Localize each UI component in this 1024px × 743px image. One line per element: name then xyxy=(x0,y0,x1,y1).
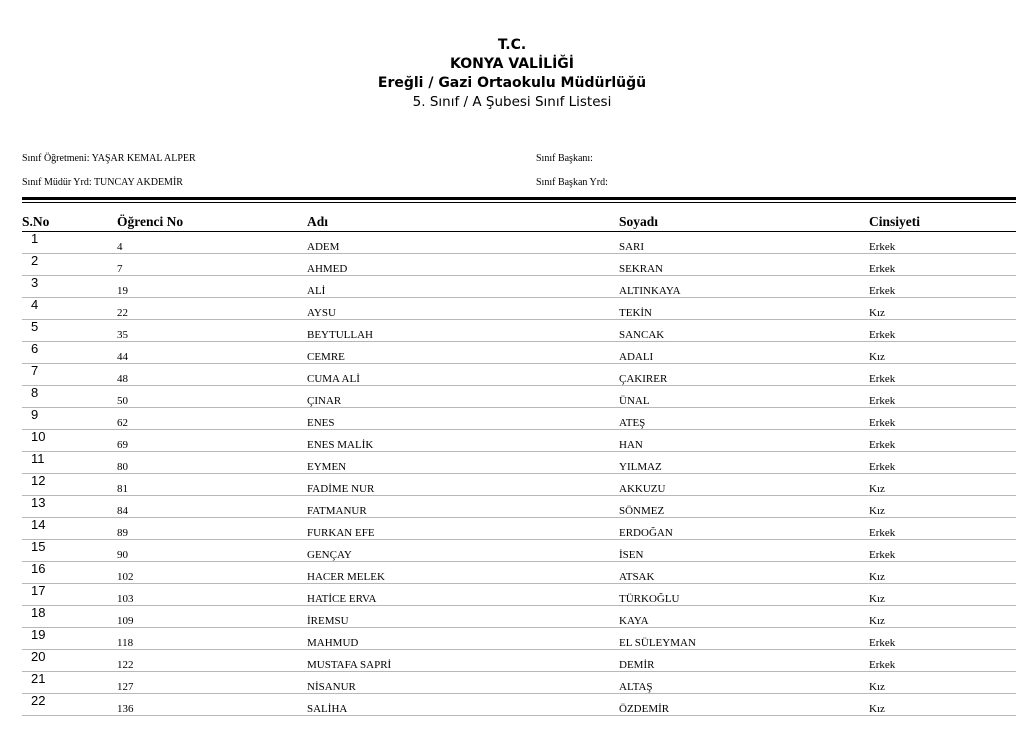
cell-student-no: 35 xyxy=(117,320,307,342)
cell-last-name: ÇAKIRER xyxy=(619,364,869,386)
cell-last-name: KAYA xyxy=(619,606,869,628)
cell-gender: Erkek xyxy=(869,430,1016,452)
cell-sno: 20 xyxy=(22,650,117,672)
document-header xyxy=(0,36,1024,112)
cell-gender: Erkek xyxy=(869,320,1016,342)
vice-principal: Sınıf Müdür Yrd: TUNCAY AKDEMİR xyxy=(22,177,183,188)
cell-student-no: 69 xyxy=(117,430,307,452)
cell-first-name: GENÇAY xyxy=(307,540,619,562)
cell-last-name: SANCAK xyxy=(619,320,869,342)
cell-student-no: 80 xyxy=(117,452,307,474)
cell-student-no: 22 xyxy=(117,298,307,320)
cell-first-name: EYMEN xyxy=(307,452,619,474)
cell-sno: 5 xyxy=(22,320,117,342)
cell-sno: 9 xyxy=(22,408,117,430)
cell-last-name: DEMİR xyxy=(619,650,869,672)
cell-sno: 2 xyxy=(22,254,117,276)
cell-sno: 12 xyxy=(22,474,117,496)
cell-first-name: FADİME NUR xyxy=(307,474,619,496)
cell-sno: 4 xyxy=(22,298,117,320)
column-header-sno: S.No xyxy=(22,212,117,232)
cell-gender: Erkek xyxy=(869,452,1016,474)
cell-sno: 10 xyxy=(22,430,117,452)
cell-first-name: AHMED xyxy=(307,254,619,276)
cell-student-no: 50 xyxy=(117,386,307,408)
cell-gender: Kız xyxy=(869,672,1016,694)
table-row xyxy=(22,496,1016,518)
table-row xyxy=(22,320,1016,342)
cell-student-no: 48 xyxy=(117,364,307,386)
cell-last-name: YILMAZ xyxy=(619,452,869,474)
cell-gender: Kız xyxy=(869,496,1016,518)
cell-last-name: İSEN xyxy=(619,540,869,562)
cell-sno: 1 xyxy=(22,232,117,254)
cell-sno: 17 xyxy=(22,584,117,606)
cell-sno: 15 xyxy=(22,540,117,562)
cell-last-name: ADALI xyxy=(619,342,869,364)
cell-sno: 19 xyxy=(22,628,117,650)
cell-gender: Erkek xyxy=(869,232,1016,254)
cell-sno: 18 xyxy=(22,606,117,628)
cell-student-no: 127 xyxy=(117,672,307,694)
cell-student-no: 81 xyxy=(117,474,307,496)
cell-first-name: AYSU xyxy=(307,298,619,320)
cell-sno: 21 xyxy=(22,672,117,694)
column-header-first-name: Adı xyxy=(307,212,619,232)
cell-last-name: ERDOĞAN xyxy=(619,518,869,540)
cell-last-name: HAN xyxy=(619,430,869,452)
table-row xyxy=(22,540,1016,562)
cell-first-name: CEMRE xyxy=(307,342,619,364)
header-divider-thick xyxy=(22,197,1016,200)
cell-gender: Erkek xyxy=(869,408,1016,430)
cell-first-name: ENES xyxy=(307,408,619,430)
table-row xyxy=(22,694,1016,716)
cell-first-name: İREMSU xyxy=(307,606,619,628)
cell-student-no: 118 xyxy=(117,628,307,650)
cell-last-name: ATEŞ xyxy=(619,408,869,430)
table-row xyxy=(22,342,1016,364)
header-class-list-title: 5. Sınıf / A Şubesi Sınıf Listesi xyxy=(412,94,612,110)
table-row xyxy=(22,254,1016,276)
cell-sno: 13 xyxy=(22,496,117,518)
column-header-student-no: Öğrenci No xyxy=(117,212,307,232)
cell-first-name: HATİCE ERVA xyxy=(307,584,619,606)
cell-gender: Erkek xyxy=(869,650,1016,672)
table-row xyxy=(22,562,1016,584)
table-row xyxy=(22,584,1016,606)
cell-student-no: 19 xyxy=(117,276,307,298)
cell-last-name: ALTAŞ xyxy=(619,672,869,694)
cell-last-name: EL SÜLEYMAN xyxy=(619,628,869,650)
cell-first-name: FURKAN EFE xyxy=(307,518,619,540)
header-tc: T.C. xyxy=(497,37,527,53)
cell-gender: Kız xyxy=(869,584,1016,606)
table-row xyxy=(22,628,1016,650)
cell-gender: Erkek xyxy=(869,364,1016,386)
cell-student-no: 103 xyxy=(117,584,307,606)
cell-sno: 7 xyxy=(22,364,117,386)
class-teacher: Sınıf Öğretmeni: YAŞAR KEMAL ALPER xyxy=(22,153,196,164)
cell-student-no: 4 xyxy=(117,232,307,254)
table-row xyxy=(22,650,1016,672)
table-row xyxy=(22,298,1016,320)
cell-sno: 8 xyxy=(22,386,117,408)
cell-last-name: SÖNMEZ xyxy=(619,496,869,518)
cell-gender: Erkek xyxy=(869,276,1016,298)
cell-student-no: 136 xyxy=(117,694,307,716)
table-row xyxy=(22,606,1016,628)
cell-last-name: ALTINKAYA xyxy=(619,276,869,298)
cell-sno: 11 xyxy=(22,452,117,474)
cell-student-no: 102 xyxy=(117,562,307,584)
table-row xyxy=(22,408,1016,430)
cell-gender: Kız xyxy=(869,694,1016,716)
cell-gender: Erkek xyxy=(869,628,1016,650)
cell-student-no: 62 xyxy=(117,408,307,430)
cell-gender: Kız xyxy=(869,562,1016,584)
column-header-gender: Cinsiyeti xyxy=(869,212,1016,232)
cell-sno: 14 xyxy=(22,518,117,540)
cell-sno: 3 xyxy=(22,276,117,298)
header-governorship: KONYA VALİLİĞİ xyxy=(449,56,575,72)
cell-gender: Kız xyxy=(869,298,1016,320)
header-school: Ereğli / Gazi Ortaokulu Müdürlüğü xyxy=(377,75,647,91)
cell-student-no: 89 xyxy=(117,518,307,540)
header-divider-thin xyxy=(22,202,1016,203)
cell-first-name: MAHMUD xyxy=(307,628,619,650)
table-row xyxy=(22,276,1016,298)
cell-first-name: ENES MALİK xyxy=(307,430,619,452)
student-table xyxy=(22,212,1016,716)
table-row xyxy=(22,672,1016,694)
class-vice-president: Sınıf Başkan Yrd: xyxy=(536,177,608,188)
cell-first-name: ALİ xyxy=(307,276,619,298)
cell-sno: 16 xyxy=(22,562,117,584)
cell-gender: Erkek xyxy=(869,254,1016,276)
cell-gender: Kız xyxy=(869,474,1016,496)
cell-first-name: FATMANUR xyxy=(307,496,619,518)
cell-last-name: TEKİN xyxy=(619,298,869,320)
cell-last-name: AKKUZU xyxy=(619,474,869,496)
cell-last-name: TÜRKOĞLU xyxy=(619,584,869,606)
cell-last-name: SEKRAN xyxy=(619,254,869,276)
cell-gender: Kız xyxy=(869,606,1016,628)
table-body xyxy=(22,232,1016,716)
cell-first-name: CUMA ALİ xyxy=(307,364,619,386)
cell-sno: 6 xyxy=(22,342,117,364)
table-row xyxy=(22,518,1016,540)
cell-student-no: 90 xyxy=(117,540,307,562)
cell-gender: Kız xyxy=(869,342,1016,364)
cell-student-no: 84 xyxy=(117,496,307,518)
table-row xyxy=(22,430,1016,452)
cell-last-name: ATSAK xyxy=(619,562,869,584)
cell-sno: 22 xyxy=(22,694,117,716)
cell-first-name: SALİHA xyxy=(307,694,619,716)
table-row xyxy=(22,232,1016,254)
cell-gender: Erkek xyxy=(869,386,1016,408)
cell-first-name: NİSANUR xyxy=(307,672,619,694)
table-row xyxy=(22,452,1016,474)
cell-last-name: ÖZDEMİR xyxy=(619,694,869,716)
cell-first-name: ÇINAR xyxy=(307,386,619,408)
table-row xyxy=(22,474,1016,496)
cell-student-no: 109 xyxy=(117,606,307,628)
cell-first-name: HACER MELEK xyxy=(307,562,619,584)
cell-gender: Erkek xyxy=(869,518,1016,540)
cell-student-no: 7 xyxy=(117,254,307,276)
cell-first-name: BEYTULLAH xyxy=(307,320,619,342)
cell-last-name: ÜNAL xyxy=(619,386,869,408)
table-header-row xyxy=(22,212,1016,232)
cell-first-name: ADEM xyxy=(307,232,619,254)
table-row xyxy=(22,386,1016,408)
cell-student-no: 44 xyxy=(117,342,307,364)
cell-student-no: 122 xyxy=(117,650,307,672)
class-president: Sınıf Başkanı: xyxy=(536,153,593,164)
cell-last-name: SARI xyxy=(619,232,869,254)
table-row xyxy=(22,364,1016,386)
cell-gender: Erkek xyxy=(869,540,1016,562)
cell-first-name: MUSTAFA SAPRİ xyxy=(307,650,619,672)
column-header-last-name: Soyadı xyxy=(619,212,869,232)
